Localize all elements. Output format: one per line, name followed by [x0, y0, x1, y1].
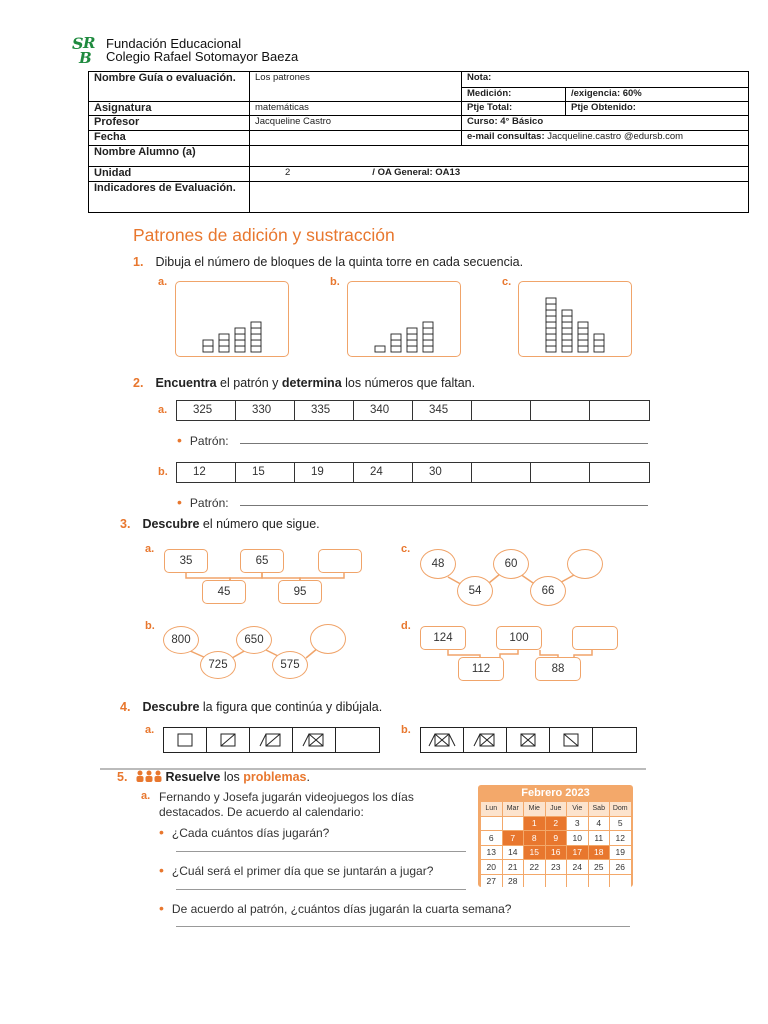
calendar-day: 24: [567, 860, 588, 874]
ptje-obtenido-label: Ptje Obtenido:: [566, 102, 749, 116]
calendar-empty-cell: [481, 817, 502, 831]
calendar-day-header: Dom: [610, 802, 631, 816]
worksheet-title: Patrones de adición y sustracción: [133, 225, 395, 245]
email-label: e-mail consultas:: [467, 131, 545, 142]
calendar-day: 6: [481, 831, 502, 845]
nota-label: Nota:: [467, 72, 492, 83]
calendar-day: 5: [610, 817, 631, 831]
figure-cell: [164, 728, 207, 752]
pattern-a-node: 35: [164, 549, 208, 573]
pattern-a-node: 65: [240, 549, 284, 573]
pattern-c-node: 48: [420, 549, 456, 579]
answer-line-iii[interactable]: [176, 926, 630, 927]
q5-word-2: los: [220, 770, 244, 784]
figure-cell: [507, 728, 550, 752]
calendar-day-header: Vie: [567, 802, 588, 816]
calendar-day: 28: [503, 875, 524, 889]
bullet-icon: •: [159, 824, 164, 840]
question-3-number: 3.: [120, 517, 131, 531]
calendar-empty-cell: [546, 875, 567, 889]
pattern-d-node: 100: [496, 626, 542, 650]
pattern-c-node: 66: [530, 576, 566, 606]
calendar-day: 9: [546, 831, 567, 845]
answer-line-i[interactable]: [176, 851, 466, 852]
calendar-day: 21: [503, 860, 524, 874]
calendar: [478, 785, 633, 887]
q5-intro-line-1: Fernando y Josefa jugarán videojuegos los días: [159, 790, 414, 804]
pattern-d-answer[interactable]: [572, 626, 618, 650]
pattern-c-answer[interactable]: [567, 549, 603, 579]
ptje-total-label: Ptje Total:: [462, 102, 566, 116]
answer-line-ii[interactable]: [176, 889, 466, 890]
curso-label: Curso: 4° Básico: [462, 116, 749, 131]
q3-word-1: Descubre: [142, 517, 200, 531]
patron-b-label: Patrón:: [189, 496, 229, 510]
seq-a-cell: 335: [295, 401, 354, 420]
calendar-empty-cell: [589, 875, 610, 889]
figure-cell: [550, 728, 593, 752]
calendar-day-header: Sab: [589, 802, 610, 816]
question-4-number: 4.: [120, 700, 131, 714]
q5-question-iii-text: De acuerdo al patrón, ¿cuántos días jugarán la cuarta semana?: [171, 902, 512, 916]
q5-word-1: Resuelve: [165, 770, 221, 784]
square-cross-icon: [473, 733, 497, 747]
figure-sequence-a: [163, 727, 380, 753]
bullet-icon: •: [177, 494, 182, 510]
pattern-b-answer[interactable]: [310, 624, 346, 654]
calendar-day: 13: [481, 846, 502, 860]
figure-sequence-b: [420, 727, 637, 753]
calendar-day: 16: [546, 846, 567, 860]
square-back-diagonal-icon: [563, 733, 579, 747]
seq-b-cell: 30: [413, 463, 472, 482]
calendar-day: 7: [503, 831, 524, 845]
calendar-day: 19: [610, 846, 631, 860]
connector-a: [262, 572, 300, 580]
q5-word-4: .: [306, 770, 310, 784]
seq-a-cell: 330: [236, 401, 295, 420]
institution-name: Fundación Educacional: [106, 36, 242, 51]
calendar-day: 10: [567, 831, 588, 845]
patron-a-label: Patrón:: [189, 434, 229, 448]
calendar-day: 27: [481, 875, 502, 889]
q2-word-4: los números que faltan.: [341, 376, 476, 390]
square-x-icon: [520, 733, 536, 747]
q5-label-a: a.: [141, 790, 151, 802]
q1-label-a: a.: [158, 276, 168, 288]
q5-word-3: problemas: [243, 770, 307, 784]
pattern-d-node: 112: [458, 657, 504, 681]
q3-label-c: c.: [401, 543, 411, 555]
question-5-number: 5.: [117, 770, 128, 784]
calendar-day: 1: [524, 817, 545, 831]
q5-question-ii: [159, 862, 433, 878]
seq-b-cell: 12: [177, 463, 236, 482]
calendar-day-header: Jue: [546, 802, 567, 816]
calendar-empty-cell: [567, 875, 588, 889]
calendar-day: 26: [610, 860, 631, 874]
calendar-day: 2: [546, 817, 567, 831]
pattern-b-node: 650: [236, 626, 272, 654]
oa-label: / OA General: OA13: [372, 167, 461, 178]
q3-word-2: el número que sigue.: [199, 517, 320, 531]
q4-word-1: Descubre: [142, 700, 200, 714]
pattern-c-node: 60: [493, 549, 529, 579]
pattern-c-node: 54: [457, 576, 493, 606]
calendar-grid: [481, 802, 631, 888]
figure-cell: [293, 728, 336, 752]
connector-a: [300, 572, 344, 580]
q3-label-a: a.: [145, 543, 155, 555]
fecha-label: Fecha: [89, 131, 250, 146]
figure-cell: [207, 728, 250, 752]
school-name: Colegio Rafael Sotomayor Baeza: [106, 49, 299, 64]
svg-text:R: R: [83, 34, 96, 52]
calendar-day-header: Mar: [503, 802, 524, 816]
profesor-value: Jacqueline Castro: [250, 116, 462, 131]
connector-a: [230, 572, 262, 580]
calendar-day: 14: [503, 846, 524, 860]
calendar-day: 3: [567, 817, 588, 831]
q2-word-2: el patrón y: [216, 376, 282, 390]
calendar-day: 12: [610, 831, 631, 845]
q5-question-i: [159, 824, 329, 840]
calendar-day-header: Lun: [481, 802, 502, 816]
q4-word-2: la figura que continúa y dibújala.: [199, 700, 383, 714]
pattern-b-node: 575: [272, 651, 308, 679]
calendar-day: 18: [589, 846, 610, 860]
q5-question-ii-text: ¿Cuál será el primer día que se juntarán a jugar?: [171, 864, 434, 878]
calendar-day: 17: [567, 846, 588, 860]
email-value: Jacqueline.castro @edursb.com: [547, 131, 684, 142]
bullet-icon: •: [159, 862, 164, 878]
asignatura-label: Asignatura: [89, 102, 250, 116]
pattern-a-answer[interactable]: [318, 549, 362, 573]
square-diagonal-icon: [219, 733, 237, 747]
calendar-day: 15: [524, 846, 545, 860]
unidad-value: 2: [285, 167, 291, 178]
q2-label-a: a.: [158, 404, 168, 416]
medicion-label: Medición:: [467, 88, 512, 99]
q5-question-iii: [159, 900, 511, 916]
bullet-icon: •: [177, 432, 182, 448]
figure-cell: [464, 728, 507, 752]
square-figure-icon: [177, 733, 193, 747]
guia-label: Nombre Guía o evaluación.: [89, 72, 250, 102]
q3-label-d: d.: [401, 620, 411, 632]
q1-label-c: c.: [502, 276, 512, 288]
calendar-day: 4: [589, 817, 610, 831]
q2-word-3: determina: [281, 376, 342, 390]
question-1-number: 1.: [133, 255, 144, 269]
q2-label-b: b.: [158, 466, 168, 478]
indicadores-label: Indicadores de Evaluación.: [89, 182, 250, 213]
q5-intro-line-2: destacados. De acuerdo al calendario:: [159, 805, 364, 819]
pattern-b-node: 800: [163, 626, 199, 654]
figure-cell: [421, 728, 464, 752]
svg-text:B: B: [79, 49, 92, 66]
unidad-label: Unidad: [89, 167, 250, 182]
q3-label-b: b.: [145, 620, 155, 632]
calendar-day: 25: [589, 860, 610, 874]
connector-a: [186, 572, 230, 580]
seq-a-cell: 345: [413, 401, 472, 420]
calendar-title: Febrero 2023: [521, 787, 590, 799]
alumno-label: Nombre Alumno (a): [89, 146, 250, 167]
q4-label-b: b.: [401, 724, 411, 736]
seq-b-cell: 24: [354, 463, 413, 482]
figure-answer-cell[interactable]: [593, 728, 636, 752]
q2-word-1: Encuentra: [155, 376, 217, 390]
group-people-icon: [135, 770, 163, 782]
q1-label-b: b.: [330, 276, 340, 288]
square-cross-extra-icon: [428, 733, 456, 747]
calendar-empty-cell: [503, 817, 524, 831]
pattern-b-node: 725: [200, 651, 236, 679]
calendar-day: 20: [481, 860, 502, 874]
figure-cell: [250, 728, 293, 752]
question-2-number: 2.: [133, 376, 144, 390]
calendar-day: 22: [524, 860, 545, 874]
question-4: [120, 700, 382, 714]
figure-answer-cell[interactable]: [336, 728, 379, 752]
guia-value: Los patrones: [250, 72, 462, 102]
svg-text:S: S: [72, 34, 84, 53]
calendar-day: 8: [524, 831, 545, 845]
question-1-text: Dibuja el número de bloques de la quinta torre en cada secuencia.: [155, 255, 524, 269]
q4-label-a: a.: [145, 724, 155, 736]
connector-d: [500, 650, 518, 658]
seq-a-cell: 325: [177, 401, 236, 420]
calendar-day: 23: [546, 860, 567, 874]
bullet-icon: •: [159, 900, 164, 916]
q5-question-i-text: ¿Cada cuántos días jugarán?: [171, 826, 330, 840]
pattern-a-node: 95: [278, 580, 322, 604]
pattern-a-node: 45: [202, 580, 246, 604]
pattern-d-node: 88: [535, 657, 581, 681]
profesor-label: Profesor: [89, 116, 250, 131]
square-cross-icon: [302, 733, 326, 747]
asignatura-value: matemáticas: [250, 102, 462, 116]
seq-b-cell: 15: [236, 463, 295, 482]
square-two-diagonals-icon: [259, 733, 283, 747]
calendar-empty-cell: [610, 875, 631, 889]
seq-b-cell: 19: [295, 463, 354, 482]
pattern-d-node: 124: [420, 626, 466, 650]
seq-a-cell: 340: [354, 401, 413, 420]
calendar-empty-cell: [524, 875, 545, 889]
question-5: [117, 770, 310, 784]
calendar-day: 11: [589, 831, 610, 845]
exigencia-label: /exigencia: 60%: [566, 88, 749, 102]
calendar-day-header: Mie: [524, 802, 545, 816]
